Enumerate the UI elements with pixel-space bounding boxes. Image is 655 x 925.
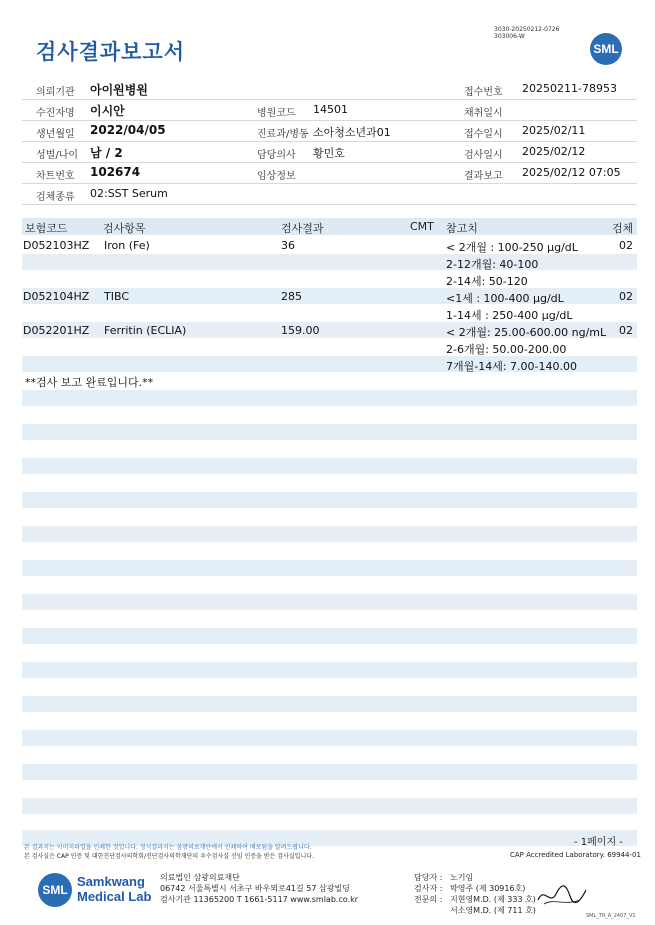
patient-value: 이시안 (90, 104, 125, 118)
row-1-ref-1: < 2개월 : 100-250 μg/dL (446, 241, 578, 254)
specialist-2: 서소영M.D. (제 711 호) (450, 906, 536, 915)
header-reference: 참고치 (446, 222, 478, 235)
info-row-6 (22, 184, 637, 205)
collection-date-label: 채취일시 (464, 108, 503, 119)
specialist-label: 전문의 : (414, 895, 443, 904)
row-3-result: 159.00 (281, 324, 320, 337)
header-item: 검사항목 (103, 222, 146, 235)
hospital-code-label: 병원코드 (257, 108, 296, 119)
row-3-ref-3: 7개월-14세: 7.00-140.00 (446, 360, 577, 373)
footer-org: 의료법인 삼광의료재단 (160, 873, 240, 882)
info-row-5 (22, 163, 637, 184)
receipt-date-label: 접수일시 (464, 129, 503, 140)
row-2-ref-2: 1-14세 : 250-400 μg/dL (446, 309, 573, 322)
test-date-value: 2025/02/12 (522, 145, 586, 158)
receipt-no-value: 20250211-78953 (522, 82, 617, 95)
info-row-2 (22, 100, 637, 121)
row-2-result: 285 (281, 290, 302, 303)
row-1-result: 36 (281, 239, 295, 252)
header-code: 보험코드 (25, 222, 68, 235)
dept-value: 소아청소년과01 (313, 126, 391, 139)
patient-label: 수진자명 (36, 108, 75, 119)
receipt-date-value: 2025/02/11 (522, 124, 586, 137)
row-1-code: D052103HZ (23, 239, 90, 252)
test-date-label: 검사일시 (464, 150, 503, 161)
info-row-4 (22, 142, 637, 163)
notice-line-1: 본 결과지는 이미지파일을 인쇄한 것입니다. 정식결과지는 삼광의료재단에서 인쇄하여 배포됨을 알려드립니다. (24, 844, 312, 851)
doctor-label: 담당의사 (257, 150, 296, 161)
row-2-item: TIBC (104, 290, 129, 303)
dob-value: 2022/04/05 (90, 123, 166, 137)
row-1-item: Iron (Fe) (104, 239, 150, 252)
chart-no-label: 차트번호 (36, 171, 75, 182)
row-3-ref-1: < 2개월: 25.00-600.00 ng/mL (446, 326, 607, 339)
row-2-ref-1: <1세 : 100-400 μg/dL (446, 292, 564, 305)
header-result: 검사결과 (281, 222, 324, 235)
header-specimen: 검체 (612, 222, 634, 235)
document-code: SML_TR_A_2407_V1 (586, 913, 636, 919)
footer-logo-icon: SML (38, 873, 72, 907)
signature-icon (534, 880, 590, 910)
institution-value: 아이원병원 (90, 83, 148, 97)
hospital-code-value: 14501 (313, 103, 348, 116)
info-row-3 (22, 121, 637, 142)
completion-note: **검사 보고 완료입니다.** (25, 376, 154, 389)
doctor-value: 황민호 (313, 147, 345, 160)
sex-age-value: 남 / 2 (90, 146, 123, 160)
info-row-1 (22, 79, 637, 100)
staff-label: 담당자 : (414, 873, 443, 882)
row-3-specimen: 02 (619, 324, 633, 337)
report-code-2: 303006-W (494, 33, 525, 40)
report-date-value: 2025/02/12 07:05 (522, 166, 621, 179)
specialist-1: 지현영M.D. (제 333 호) (450, 895, 536, 904)
row-3-item: Ferritin (ECLIA) (104, 324, 187, 337)
chart-no-value: 102674 (90, 165, 141, 179)
dept-label: 진료과/병동 (257, 129, 309, 140)
row-2-code: D052104HZ (23, 290, 90, 303)
row-1-ref-2: 2-12개월: 40-100 (446, 258, 539, 271)
report-code-1: 3030-20250212-0726 (494, 26, 560, 33)
tester-value: 박영주 (제 30916호) (450, 884, 526, 893)
sml-logo: SML (590, 33, 622, 65)
cap-accreditation: CAP Accredited Laboratory. 69944-01 (510, 851, 641, 859)
footer-logo-name: Samkwang Medical Lab (77, 874, 152, 904)
dob-label: 생년월일 (36, 129, 75, 140)
header-cmt: CMT (410, 220, 434, 233)
sex-age-label: 성별/나이 (36, 150, 79, 161)
footer-address: 06742 서울특별시 서초구 바우뫼로41길 57 삼광빌딩 (160, 884, 350, 893)
tester-label: 검사자 : (414, 884, 443, 893)
footer-contact: 검사기관 11365200 T 1661-5117 www.smlab.co.kr (160, 895, 359, 904)
notice-line-2: 본 검사실은 CAP 인증 및 대한진단검사의학회/진단검사의학재단의 우수검사실 신임 인증을 받은 검사실입니다. (24, 853, 314, 860)
specimen-label: 검체종류 (36, 192, 75, 203)
page-number: - 1페이지 - (574, 837, 623, 848)
row-3-ref-2: 2-6개월: 50.00-200.00 (446, 343, 567, 356)
row-2-specimen: 02 (619, 290, 633, 303)
clinical-label: 임상정보 (257, 171, 296, 182)
receipt-no-label: 접수번호 (464, 87, 503, 98)
report-title: 검사결과보고서 (36, 40, 186, 64)
institution-label: 의뢰기관 (36, 87, 75, 98)
report-date-label: 결과보고 (464, 171, 503, 182)
row-3-code: D052201HZ (23, 324, 90, 337)
row-1-ref-3: 2-14세: 50-120 (446, 275, 528, 288)
row-1-specimen: 02 (619, 239, 633, 252)
staff-value: 노기임 (450, 873, 474, 882)
results-table-header (22, 218, 637, 235)
specimen-value: 02:SST Serum (90, 187, 168, 200)
